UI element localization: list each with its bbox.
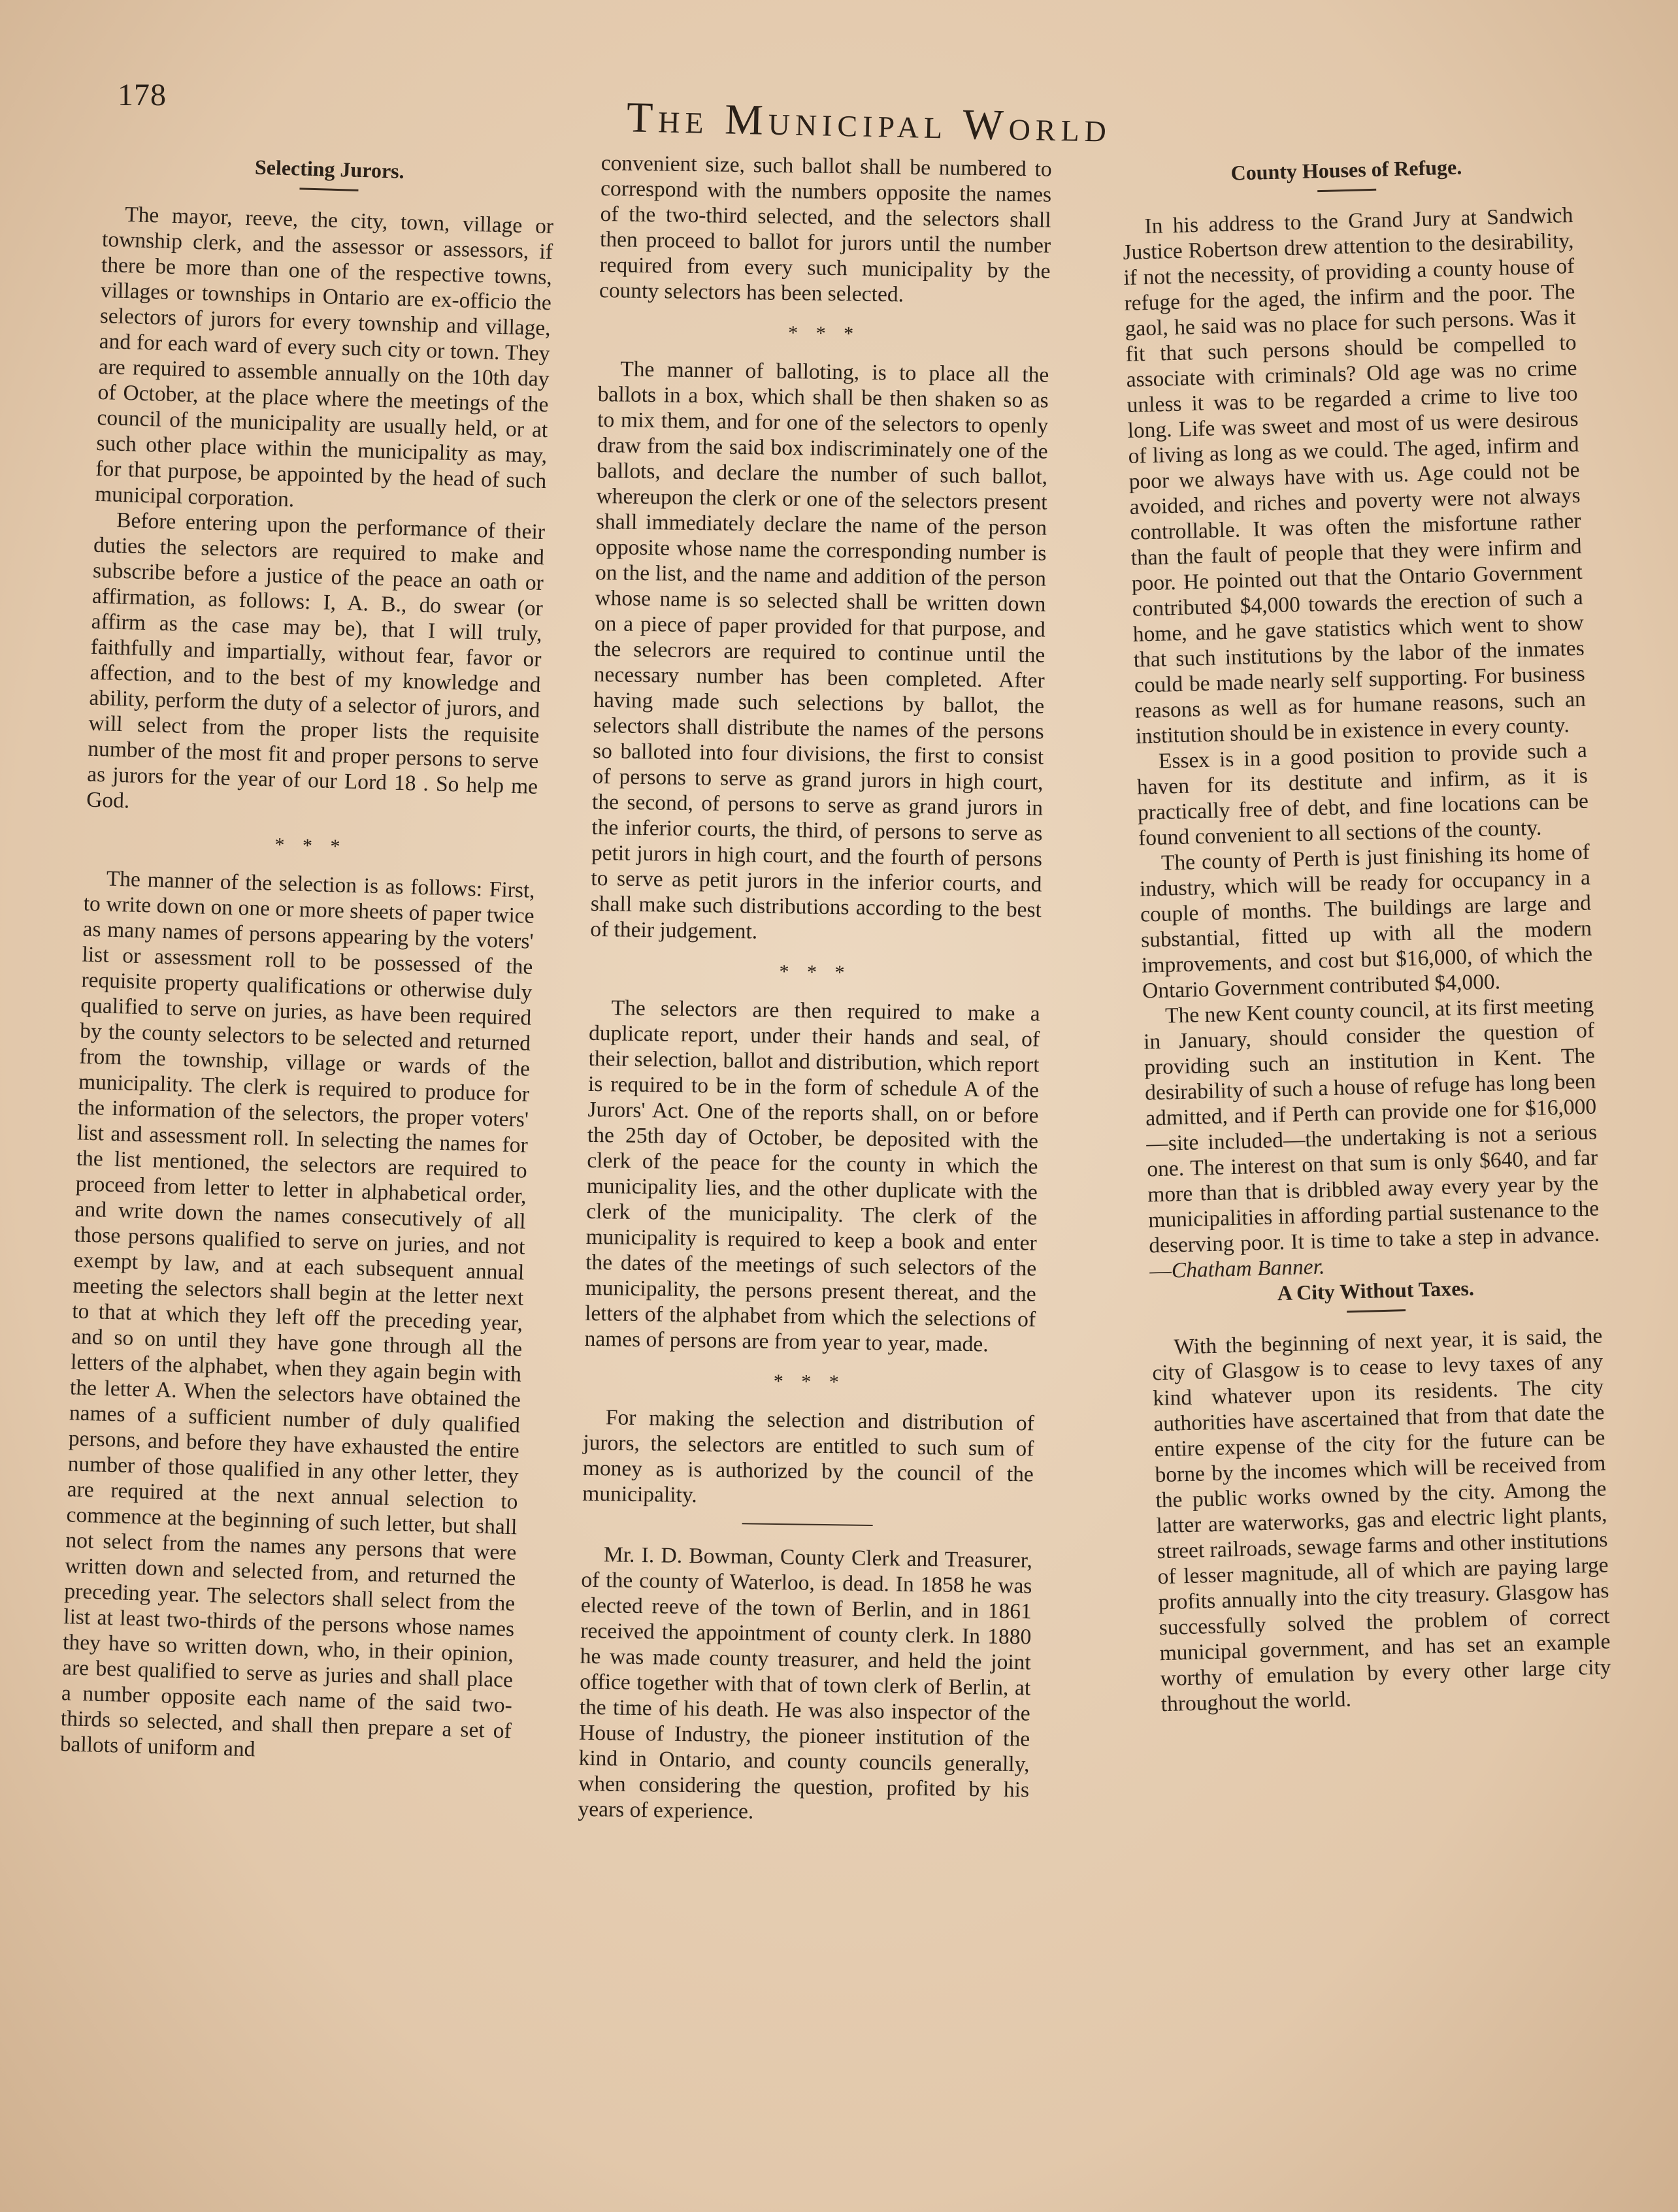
paragraph-text: For making the selection and distribution of jurors, the selectors are entitled to such sum of money as is authorized by the council of the municipality. xyxy=(582,1405,1035,1508)
paragraph-text: Essex is in a good position to provide such a haven for its destitute and infirm, as it is practically free of debt, and fine locations can be found convenient to all sections of the county. xyxy=(1136,738,1589,851)
masthead-title: The Municipal World xyxy=(626,93,1112,152)
article-paragraph xyxy=(584,995,1040,1358)
section-divider xyxy=(742,1523,873,1526)
article-heading: County Houses of Refuge. xyxy=(1230,155,1462,185)
article-heading: A City Without Taxes. xyxy=(1277,1276,1475,1305)
article-paragraph xyxy=(95,201,554,519)
article-paragraph xyxy=(582,1405,1034,1513)
paragraph-text: The selectors are then required to make a duplicate report, under their hands and seal, of their selection, ballot and distribution, which report is required to be in the form of schedule A of the Jurors' Act. One of the reports shall, on or before the 25th day of October, be deposited with the clerk of the peace for the county in which the municipality lies, and the other duplicate with the clerk of the municipality. The clerk of the municipality is required to keep a book and enter the dates of the meetings of such selectors of the municipality, the persons present thereat, and the letters of the alphabet from which the selections of names of persons are from year to year, made. xyxy=(584,996,1040,1357)
asterism-separator: * * * xyxy=(779,960,851,984)
article-paragraph xyxy=(1151,1323,1612,1717)
column-middle xyxy=(578,150,1052,1828)
article-paragraph xyxy=(59,866,535,1770)
article-paragraph xyxy=(578,1542,1032,1829)
asterism-separator: * * * xyxy=(787,322,861,345)
paragraph-text: In his address to the Grand Jury at Sandwich Justice Robertson drew attention to the desirability, if not the necessity, of providing a county house of refuge for the aged, the infirm and the poor. The gaol, he said was no place for such persons. Was it fit that such persons should be compelled to associate with criminals? Old age was no crime unless it was to be regarded a crime to live too long. Life was sweet and most of us were desirous of living as long as we could. The aged, infirm and poor we always have with us. Age could not be avoided, and riches and poverty were not always controllable. It was often the misfortune rather than the fault of people that they were infirm and poor. He pointed out that the Ontario Government contributed $4,000 towards the erection of such a home, and he gave statistics which went to show that such institutions by the labor of the inmates could be made nearly self supporting. For business reasons as well as for humane reasons, such an institution should be in existence in every county. xyxy=(1123,203,1587,749)
source-citation: Chatham Banner. xyxy=(1171,1254,1325,1283)
article-paragraph xyxy=(590,356,1049,949)
paragraph-text: Before entering upon the performance of their duties the selectors are required to make and subscribe before a justice of the peace an oath or affirmation, as follows: I, A. B., do swear (or affirm as the case may be), that I will truly, faithfully and impartially, without fear, favor or affection, and to the best of my knowledge and ability, perform the duty of a selector of jurors, and will select from the proper lists the requisite number of the most fit and proper persons to serve as jurors for the year of our Lord 18 . So help me God. xyxy=(86,508,546,813)
article-heading: Selecting Jurors. xyxy=(254,155,405,183)
asterism-separator: * * * xyxy=(274,834,347,858)
column-left xyxy=(59,150,555,1769)
paragraph-text: The new Kent county council, at its first meeting in January, should consider the question of providing such an institution in Kent. The desirability of such a house of refuge has long been admitted, and if Perth can provide one for $16,000—site included—the undertaking is not a serious one. The interest on that sum is only $640, and far more than that is dribbled away every year by the municipalities in affording partial sustenance to the deserving poor. It is time to take a step in advance.— xyxy=(1143,992,1600,1284)
article-paragraph xyxy=(1143,992,1601,1284)
asterism-separator: * * * xyxy=(773,1370,846,1393)
heading-rule xyxy=(299,187,358,191)
paragraph-text: convenient size, such ballot shall be numbered to correspond with the numbers opposite the names of the two-third selected, and the selectors shall then proceed to ballot for jurors until the number required from every such municipality by the county selectors has been selected. xyxy=(599,150,1052,307)
article-paragraph xyxy=(599,150,1052,310)
heading-rule xyxy=(1347,1309,1406,1312)
article-paragraph xyxy=(1136,738,1589,851)
article-paragraph xyxy=(86,507,546,825)
paragraph-text: Mr. I. D. Bowman, County Clerk and Treasurer, of the county of Waterloo, is dead. In 1858 he was elected reeve of the town of Berlin, and in 1861 received the appointment of county clerk. In 1880 he was made county treasurer, and held the joint office together with that of town clerk of Berlin, at the time of his death. He was also inspector of the House of Industry, the pioneer institution of the kind in Ontario, and county councils generally, when considering the question, profited by his years of experience. xyxy=(578,1542,1033,1824)
paragraph-text: The manner of balloting, is to place all the ballots in a box, which shall be then shaken so as to mix them, and for one of the selectors to openly draw from the said box indiscriminately one of the ballots, and declare the number of such ballot, whereupon the clerk or one of the selectors present shall immediately declare the name of the person opposite whose name the corresponding number is on the list, and the name and addition of the person whose name is so selected shall be written down on a piece of paper provided for that purpose, and the selecrors are required to continue until the necessary number has been completed. After having made such selections by ballot, the selectors shall distribute the names of the persons so balloted into four divisions, the first to consist of persons to serve as grand jurors in high court, the second, of persons to serve as grand jurors in the inferior courts, the third, of persons to serve as petit jurors in high court, and the fourth of persons to serve as petit jurors in the inferior courts, and shall make such distributions according to the best of their judgement. xyxy=(590,357,1049,944)
paragraph-text: With the beginning of next year, it is said, the city of Glasgow is to cease to levy taxes of any kind whatever upon its residents. The city authorities have ascertained that from that date the entire expense of the city for the future can be borne by the incomes which will be received from the public works owned by the city. Among the latter are waterworks, gas and electric light plants, street railroads, sewage farms and other institutions of lesser magnitude, all of which are paying large profits annually into the city treasury. Glasgow has successfully solved the problem of correct municipal government, and has set an example worthy of emulation by every other large city throughout the world. xyxy=(1152,1324,1611,1717)
heading-rule xyxy=(1317,189,1376,192)
column-right xyxy=(1121,152,1612,1717)
article-paragraph xyxy=(1139,839,1594,1004)
page-number: 178 xyxy=(118,78,167,112)
article-paragraph xyxy=(1122,203,1587,749)
paragraph-text: The manner of the selection is as follows: First, to write down on one or more sheets of paper twice as many names of persons appearing by the voters' list or assessment roll to be possessed of the requisite property qualifications or otherwise duly qualified to serve on juries, as have been required by the county selectors to be selected and returned from the township, village or wards of the municipality. The clerk is required to produce for the information of the selectors, the proper voters' list and assessment roll. In selecting the names for the list mentioned, the selectors are required to proceed from letter to letter in alphabetical order, and write down the names consecutively of all those persons qualified to serve on juries, and not exempt by law, and at each subsequent annual meeting the selectors shall begin at the letter next to that at which they left off the preceding year, and so on until they have gone through all the letters of the alphabet, when they again begin with the letter A. When the selectors have obtained the names of a sufficient number of duly qualified persons, and before they have exhausted the entire number of those qualified in any other letter, they are required at the next annual selection to commence at the beginning of such letter, but shall not select from the names any persons that were written down and selected from, and returned the preceding year. The selectors shall select from the list at least two-thirds of the persons whose names they have so written down, who, in their opinion, are best qualified to serve as juries and shall place a number opposite each name of the said two-thirds so selected, and shall then prepare a set of ballots of uniform and xyxy=(59,866,536,1762)
paragraph-text: The mayor, reeve, the city, town, village or township clerk, and the assessor or assessors, if there be more than one of the respective towns, villages or townships in Ontario are ex-officio the selectors of jurors for every township and village, and for each ward of every such city or town. They are required to assemble annually on the 10th day of October, at the place where the meetings of the council of the municipality are usually held, or at such other place within the municipality as may, for that purpose, be appointed by the head of such municipal corporation. xyxy=(94,202,554,512)
paragraph-text: The county of Perth is just finishing its home of industry, which will be ready for occupancy in a couple of months. The buildings are large and substantial, fitted up with all the modern improvements, and cost but $16,000, of which the Ontario Government contributed $4,000. xyxy=(1139,839,1593,1003)
